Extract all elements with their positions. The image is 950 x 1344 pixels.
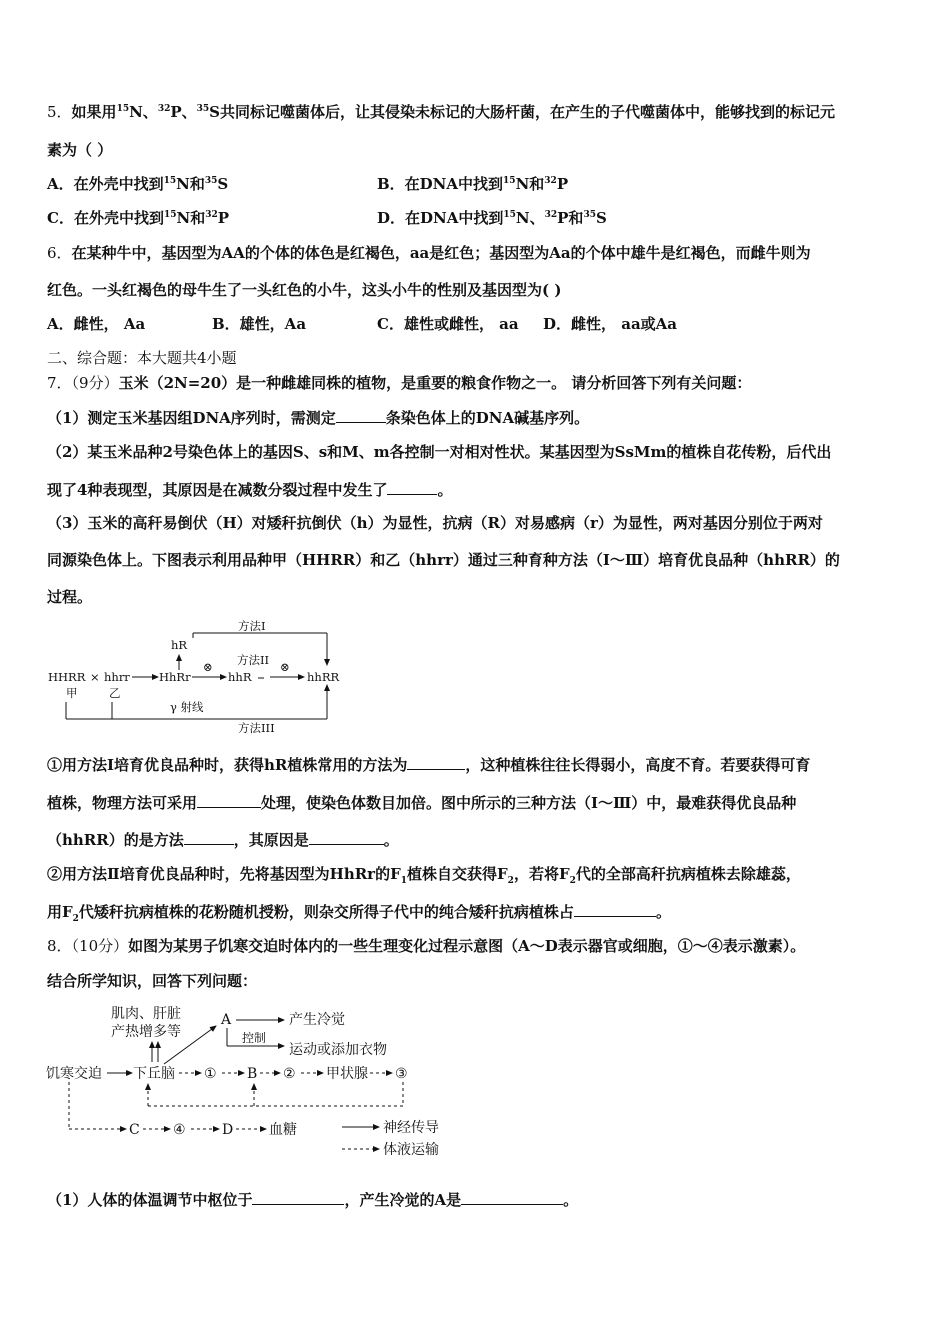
hormone-3: ③ (395, 1066, 408, 1082)
q8-intro: 8．（10分）如图为某男子饥寒交迫时体内的一些生理变化过程示意图（A～D表示器官或细胞，①～④表示激素）。 (47, 937, 806, 955)
control-label: 控制 (242, 1031, 267, 1045)
q6-stem-line2: 红色。一头红褐色的母牛生了一头红色的小牛，这头小牛的性别及基因型为( ) (47, 281, 562, 299)
heat-production-label: 产热增多等 (111, 1024, 181, 1040)
selfing-symbol-1: ⊗ (203, 660, 213, 674)
q7-sub1-line2: 植株，物理方法可采用 处理，使染色体数目加倍。图中所示的三种方法（Ⅰ～Ⅲ）中，最难获得优良品种 (47, 794, 797, 812)
section-2-header: 二、综合题：本大题共4小题 (47, 349, 237, 367)
hhrr-label: hhrr (104, 670, 130, 684)
thyroid-label: 甲状腺 (326, 1066, 368, 1082)
cold-sensation-label: 产生冷觉 (289, 1012, 345, 1028)
hhR-label: hhR (228, 670, 252, 684)
q7-sub1-line3: （hhRR）的是方法 ，其原因是 。 (47, 831, 399, 849)
method3-label: 方法III (238, 721, 275, 735)
node-B: B (247, 1066, 258, 1082)
selfing-symbol-2: ⊗ (280, 660, 290, 674)
q5-stem-line1: 5．如果用$^{15}$N、$^{32}$P、$^{35}$S共同标记噬菌体后，让其侵染未标记的大肠杆菌，在产生的子代噬菌体中，能够找到的标记元 (47, 103, 836, 121)
legend-nerve: 神经传导 (383, 1120, 439, 1136)
q7-sub2-line1: ②用方法Ⅱ培育优良品种时，先将基因型为HhRr的$F_1$植株自交获得$F_2$，若将$F_2$代的全部高秆抗病植株去除雄蕊， (47, 865, 801, 886)
legend-fluid: 体液运输 (383, 1142, 439, 1158)
method1-label: 方法I (238, 619, 266, 633)
q6-option-c: C．雄性或雌性， aa (377, 315, 519, 333)
hunger-cold-label: 饥寒交迫 (46, 1066, 102, 1082)
q5-stem-line2: 素为（ ） (47, 141, 113, 159)
q6-stem-line1: 6．在某种牛中，基因型为AA的个体的体色是红褐色，aa是红色；基因型为Aa的个体中雄牛是红褐色，而雌牛则为 (47, 244, 811, 262)
HHRR-label: HHRR (48, 670, 86, 684)
node-D: D (222, 1122, 234, 1138)
muscle-liver-label: 肌肉、肝脏 (111, 1006, 181, 1022)
jia-label: 甲 (66, 686, 78, 700)
q7-intro: 7．（9分）玉米（2N=20）是一种雌雄同株的植物，是重要的粮食作物之一。 请分析回答下列有关问题： (47, 374, 752, 392)
hR-label: hR (171, 638, 188, 652)
method2-label: 方法II (237, 653, 270, 667)
behavior-label: 运动或添加衣物 (289, 1042, 387, 1058)
hypothalamus-label: 下丘脑 (133, 1066, 175, 1082)
q7-part1: （1）测定玉米基因组DNA序列时，需测定 条染色体上的DNA碱基序列。 (47, 409, 590, 427)
hormone-1: ① (204, 1066, 217, 1082)
q7-sub2-line2: 用$F_2$代矮秆抗病植株的花粉随机授粉，则杂交所得子代中的纯合矮秆抗病植株占 。 (47, 903, 671, 924)
q5-option-a: A．在外壳中找到$^{15}$N和$^{35}$S (47, 175, 229, 193)
cross-symbol: × (90, 670, 100, 684)
q5-option-c: C．在外壳中找到$^{15}$N和$^{32}$P (47, 209, 230, 227)
q5-option-d: D．在DNA中找到$^{15}$N、$^{32}$P和$^{35}$S (377, 209, 607, 227)
node-C: C (129, 1122, 140, 1138)
q6-option-b: B．雄性，Aa (212, 315, 307, 333)
gamma-ray-label: γ 射线 (170, 700, 204, 714)
q5-option-b: B．在DNA中找到$^{15}$N和$^{32}$P (377, 175, 569, 193)
q7-sub1-line1: ①用方法Ⅰ培育优良品种时，获得hR植株常用的方法为 ，这种植株往往长得弱小，高度不育。若要获得可育 (47, 756, 811, 774)
breeding-methods-diagram (46, 618, 366, 738)
blood-glucose-label: 血糖 (269, 1122, 297, 1138)
q7-part3-line3: 过程。 (47, 588, 93, 606)
q7-part2-line2: 现了4种表现型，其原因是在减数分裂过程中发生了 。 (47, 481, 453, 499)
q8-intro-line2: 结合所学知识，回答下列问题： (47, 972, 258, 990)
q6-option-d: D．雌性， aa或Aa (543, 315, 678, 333)
hhRR-label: hhRR (307, 670, 340, 684)
hormone-2: ② (283, 1066, 296, 1082)
q7-part2-line1: （2）某玉米品种2号染色体上的基因S、s和M、m各控制一对相对性状。某基因型为SsMm的植株自花传粉，后代出 (47, 443, 832, 461)
HhRr-label: HhRr (159, 670, 191, 684)
q8-part1: （1）人体的体温调节中枢位于 ，产生冷觉的A是 。 (47, 1191, 579, 1209)
yi-label: 乙 (109, 686, 121, 700)
hormone-4: ④ (173, 1122, 186, 1138)
physiology-diagram (44, 1002, 444, 1162)
q7-part3-line2: 同源染色体上。下图表示利用品种甲（HHRR）和乙（hhrr）通过三种育种方法（Ⅰ～Ⅲ）培育优良品种（hhRR）的 (47, 551, 840, 569)
q7-part3-line1: （3）玉米的高秆易倒伏（H）对矮秆抗倒伏（h）为显性，抗病（R）对易感病（r）为显性，两对基因分别位于两对 (47, 514, 823, 532)
q6-option-a: A．雌性， Aa (47, 315, 146, 333)
node-A: A (221, 1012, 232, 1028)
